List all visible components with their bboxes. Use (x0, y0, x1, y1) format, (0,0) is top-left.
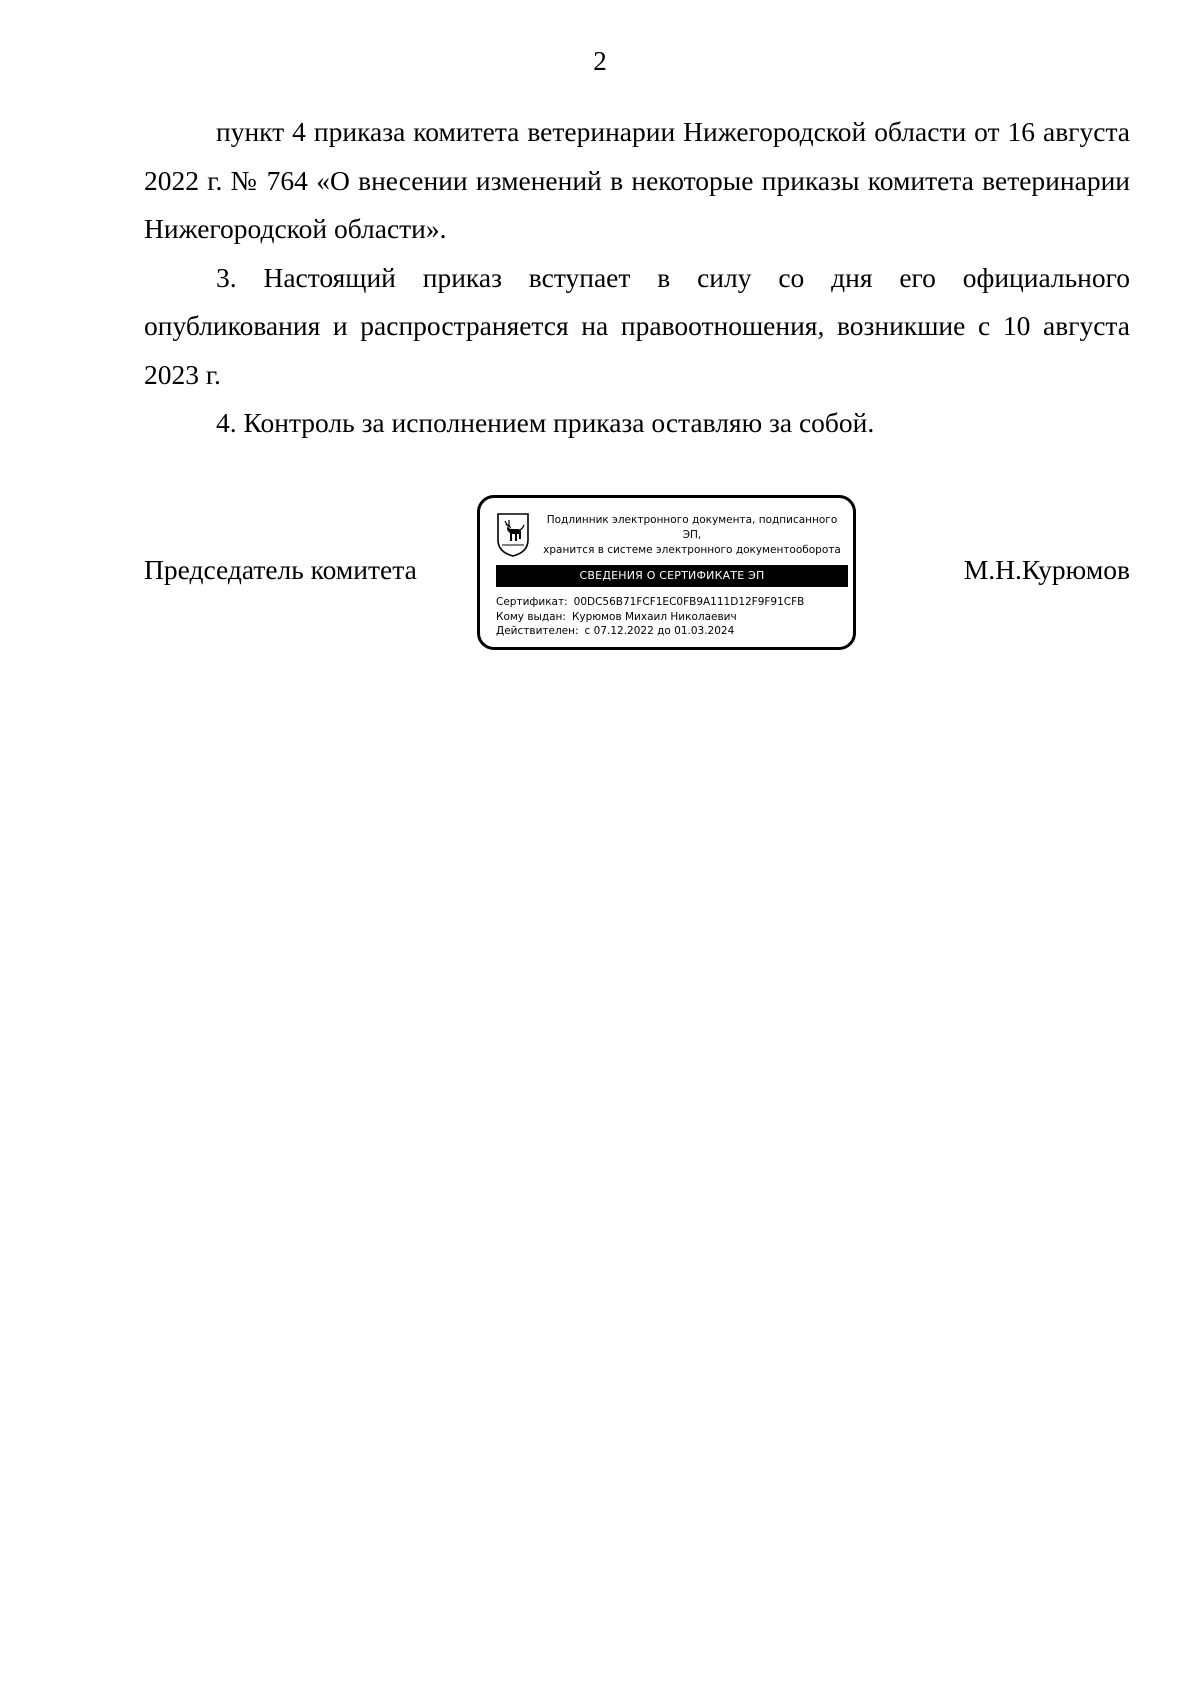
stamp-header-line-2: хранится в системе электронного документооборота (543, 544, 841, 556)
paragraph-continued-point: пункт 4 приказа комитета ветеринарии Нижегородской области от 16 августа 2022 г. № 764 «О внесении изменений в некоторые приказы комитета ветеринарии Нижегородской области». (144, 116, 1130, 244)
paragraph-item-3: 3. Настоящий приказ вступает в силу со дня его официального опубликования и распространяется на правоотношения, возникшие с 10 августа 2023 г. (144, 261, 1130, 390)
certificate-details (496, 595, 848, 639)
validity-value: с 07.12.2022 до 01.03.2024 (584, 625, 735, 637)
coat-of-arms-icon (496, 512, 530, 558)
stamp-header-line-1: Подлинник электронного документа, подписанного ЭП, (546, 514, 838, 541)
page-number: 2 (593, 46, 607, 76)
certificate-row (496, 595, 848, 610)
electronic-signature-stamp (477, 495, 856, 650)
issued-to-row (496, 610, 848, 625)
certificate-info-bar: СВЕДЕНИЯ О СЕРТИФИКАТЕ ЭП (496, 565, 848, 587)
issued-to-value: Курюмов Михаил Николаевич (571, 610, 737, 623)
issued-to-label: Кому выдан: (496, 610, 566, 623)
validity-label: Действителен: (496, 625, 579, 637)
document-body (144, 108, 1130, 448)
certificate-label: Сертификат: (496, 596, 568, 608)
signatory-name: М.Н.Курюмов (963, 554, 1130, 585)
certificate-value: 00DC56B71FCF1EC0FB9A111D12F9F91CFB (573, 596, 805, 608)
paragraph-item-4: 4. Контроль за исполнением приказа оставляю за собой. (216, 407, 875, 438)
stamp-header (536, 513, 848, 558)
signatory-position: Председатель комитета (144, 554, 417, 585)
validity-row (496, 624, 848, 639)
